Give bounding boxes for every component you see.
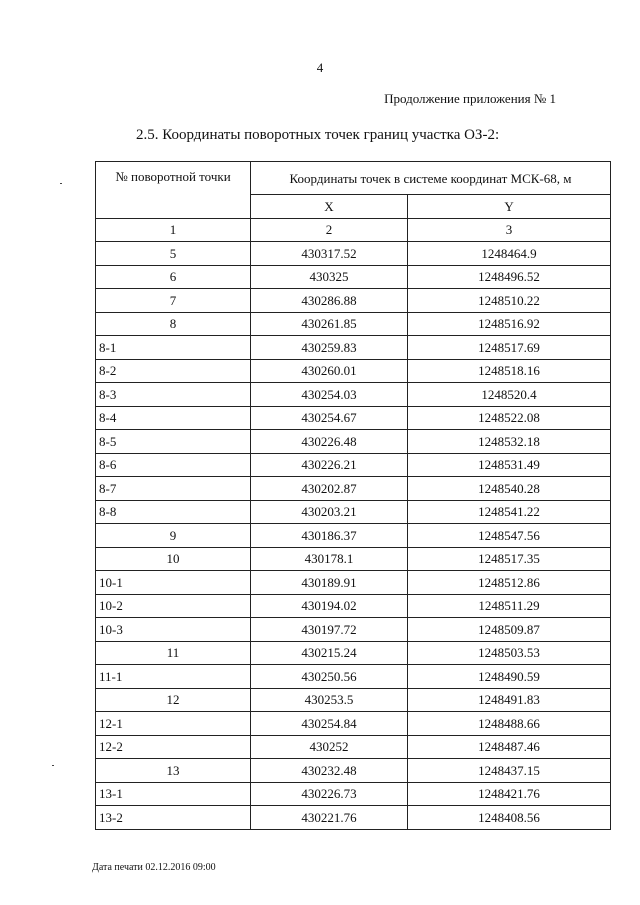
point-number-cell: 6: [96, 265, 251, 289]
point-number-cell: 8-7: [96, 477, 251, 501]
x-coordinate-cell: 430221.76: [251, 806, 408, 830]
x-coordinate-cell: 430261.85: [251, 312, 408, 336]
x-coordinate-cell: 430178.1: [251, 547, 408, 571]
table-row: [96, 265, 611, 289]
x-coordinate-cell: 430203.21: [251, 500, 408, 524]
point-number-cell: 12-2: [96, 735, 251, 759]
y-coordinate-cell: 1248488.66: [408, 712, 611, 736]
y-coordinate-cell: 1248540.28: [408, 477, 611, 501]
point-number-cell: 10-1: [96, 571, 251, 595]
appendix-continuation-note: Продолжение приложения № 1: [384, 91, 556, 106]
y-coordinate-cell: 1248408.56: [408, 806, 611, 830]
y-coordinate-cell: 1248517.35: [408, 547, 611, 571]
x-coordinate-cell: 430226.73: [251, 782, 408, 806]
table-row: [96, 712, 611, 736]
y-coordinate-cell: 1248531.49: [408, 453, 611, 477]
table-header-row: [96, 162, 611, 195]
y-coordinate-cell: 1248522.08: [408, 406, 611, 430]
y-coordinate-cell: 1248487.46: [408, 735, 611, 759]
x-coordinate-cell: 430226.21: [251, 453, 408, 477]
y-coordinate-cell: 1248421.76: [408, 782, 611, 806]
table-row: [96, 359, 611, 383]
table-row: [96, 759, 611, 783]
x-coordinate-cell: 430286.88: [251, 289, 408, 313]
table-row: [96, 641, 611, 665]
table-row: [96, 289, 611, 313]
x-coordinate-cell: 430226.48: [251, 430, 408, 454]
x-coordinate-cell: 430254.03: [251, 383, 408, 407]
x-coordinate-cell: 430194.02: [251, 594, 408, 618]
table-row: [96, 406, 611, 430]
y-coordinate-cell: 1248496.52: [408, 265, 611, 289]
point-number-cell: 12-1: [96, 712, 251, 736]
x-coordinate-cell: 430254.84: [251, 712, 408, 736]
table-row: [96, 430, 611, 454]
table-row: [96, 594, 611, 618]
table-row: [96, 571, 611, 595]
point-number-cell: 8-4: [96, 406, 251, 430]
coordinates-table: [95, 161, 611, 830]
coordinates-header: Координаты точек в системе координат МСК-68, м: [251, 162, 611, 195]
table-row: [96, 547, 611, 571]
point-number-cell: 8-8: [96, 500, 251, 524]
point-number-cell: 8-2: [96, 359, 251, 383]
x-coordinate-cell: 430197.72: [251, 618, 408, 642]
y-coordinate-cell: 1248518.16: [408, 359, 611, 383]
point-number-cell: 8-1: [96, 336, 251, 360]
index-cell: 2: [251, 218, 408, 242]
x-coordinate-cell: 430250.56: [251, 665, 408, 689]
y-coordinate-cell: 1248547.56: [408, 524, 611, 548]
y-coordinate-cell: 1248512.86: [408, 571, 611, 595]
x-coordinate-cell: 430260.01: [251, 359, 408, 383]
coordinates-table-body: [96, 242, 611, 830]
x-coordinate-cell: 430253.5: [251, 688, 408, 712]
y-coordinate-cell: 1248520.4: [408, 383, 611, 407]
index-cell: 1: [96, 218, 251, 242]
point-number-cell: 11-1: [96, 665, 251, 689]
table-row: [96, 383, 611, 407]
table-row: [96, 524, 611, 548]
y-coordinate-cell: 1248532.18: [408, 430, 611, 454]
table-row: [96, 688, 611, 712]
point-number-cell: 8-6: [96, 453, 251, 477]
scan-speck: [52, 765, 54, 766]
table-row: [96, 500, 611, 524]
x-coordinate-cell: 430252: [251, 735, 408, 759]
print-date: Дата печати 02.12.2016 09:00: [92, 862, 216, 873]
x-header: X: [251, 195, 408, 219]
section-title: 2.5. Координаты поворотных точек границ участка ОЗ-2:: [136, 127, 500, 143]
x-coordinate-cell: 430232.48: [251, 759, 408, 783]
point-number-cell: 7: [96, 289, 251, 313]
point-number-cell: 8: [96, 312, 251, 336]
table-row: [96, 312, 611, 336]
table-row: [96, 453, 611, 477]
index-cell: 3: [408, 218, 611, 242]
x-coordinate-cell: 430186.37: [251, 524, 408, 548]
y-coordinate-cell: 1248509.87: [408, 618, 611, 642]
y-coordinate-cell: 1248541.22: [408, 500, 611, 524]
table-row: [96, 806, 611, 830]
point-number-header: № поворотной точки: [96, 162, 251, 219]
x-coordinate-cell: 430215.24: [251, 641, 408, 665]
point-number-cell: 13-1: [96, 782, 251, 806]
page-number: 4: [316, 60, 324, 75]
y-coordinate-cell: 1248464.9: [408, 242, 611, 266]
y-coordinate-cell: 1248437.15: [408, 759, 611, 783]
table-row: [96, 665, 611, 689]
point-number-cell: 8-3: [96, 383, 251, 407]
table-row: [96, 336, 611, 360]
x-coordinate-cell: 430325: [251, 265, 408, 289]
point-number-cell: 12: [96, 688, 251, 712]
y-coordinate-cell: 1248491.83: [408, 688, 611, 712]
table-row: [96, 782, 611, 806]
point-number-cell: 8-5: [96, 430, 251, 454]
x-coordinate-cell: 430202.87: [251, 477, 408, 501]
y-coordinate-cell: 1248490.59: [408, 665, 611, 689]
table-row: [96, 735, 611, 759]
table-row: [96, 477, 611, 501]
table-row: [96, 242, 611, 266]
y-coordinate-cell: 1248503.53: [408, 641, 611, 665]
y-coordinate-cell: 1248517.69: [408, 336, 611, 360]
point-number-cell: 11: [96, 641, 251, 665]
x-coordinate-cell: 430189.91: [251, 571, 408, 595]
x-coordinate-cell: 430317.52: [251, 242, 408, 266]
y-coordinate-cell: 1248511.29: [408, 594, 611, 618]
point-number-cell: 9: [96, 524, 251, 548]
y-coordinate-cell: 1248510.22: [408, 289, 611, 313]
y-header: Y: [408, 195, 611, 219]
point-number-cell: 13: [96, 759, 251, 783]
table-index-row: [96, 218, 611, 242]
scan-speck: [60, 183, 62, 184]
point-number-cell: 13-2: [96, 806, 251, 830]
y-coordinate-cell: 1248516.92: [408, 312, 611, 336]
x-coordinate-cell: 430254.67: [251, 406, 408, 430]
table-row: [96, 618, 611, 642]
point-number-cell: 10: [96, 547, 251, 571]
point-number-cell: 10-2: [96, 594, 251, 618]
x-coordinate-cell: 430259.83: [251, 336, 408, 360]
point-number-cell: 10-3: [96, 618, 251, 642]
point-number-cell: 5: [96, 242, 251, 266]
